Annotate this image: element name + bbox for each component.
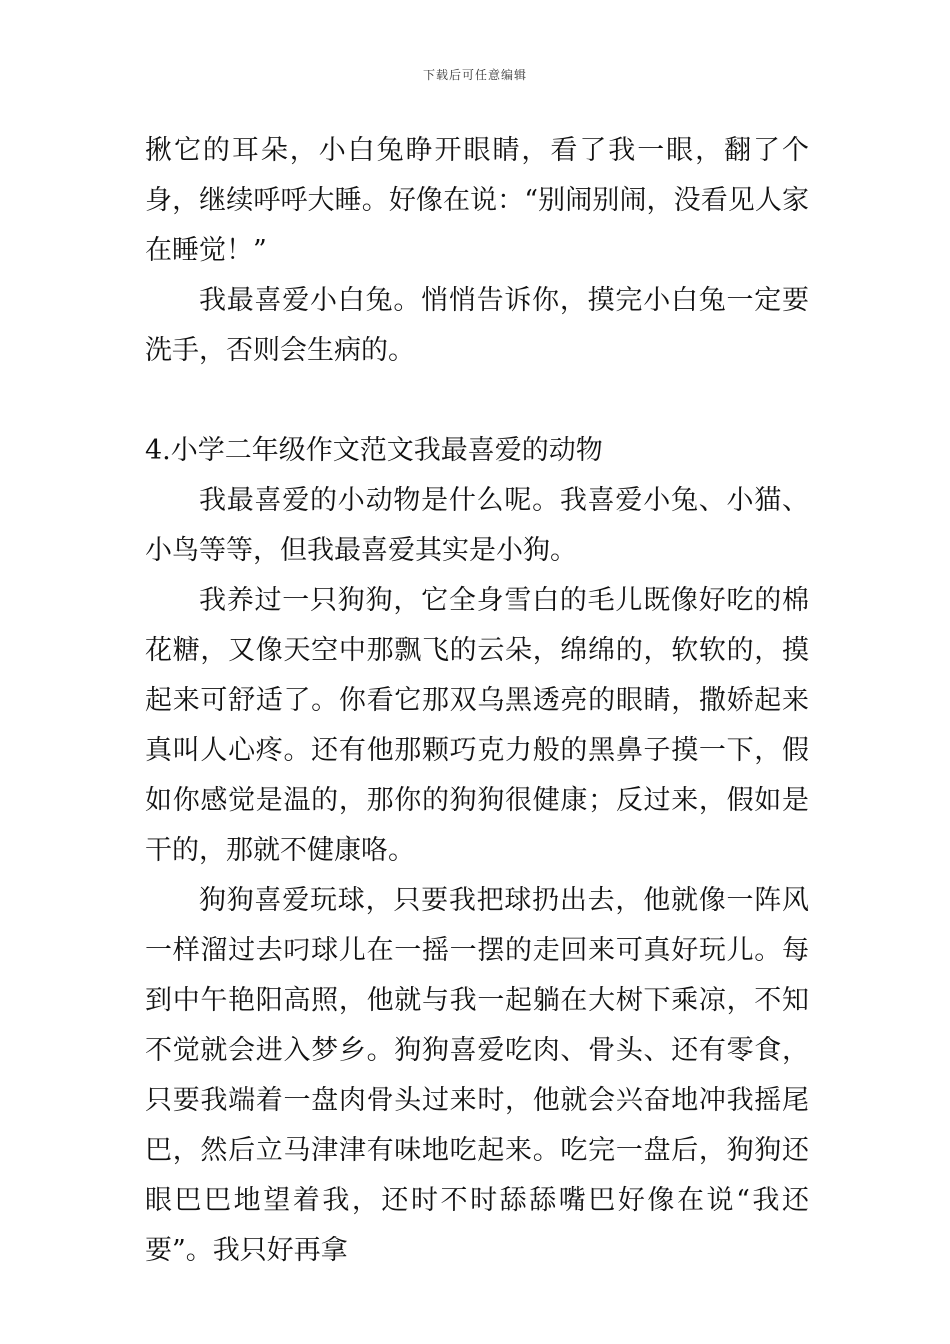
paragraph: 我养过一只狗狗，它全身雪白的毛儿既像好吃的棉花糖，又像天空中那飘飞的云朵，绵绵的，软软的，摸起来可舒适了。你看它那双乌黑透亮的眼睛，撒娇起来真叫人心疼。还有他那颗巧克力般的黑鼻子摸一下，假如你感觉是温的，那你的狗狗很健康；反过来，假如是干的，那就不健康咯。	[145, 585, 809, 866]
paragraph-spacer	[145, 376, 809, 426]
page-header: 下载后可任意编辑	[422, 68, 527, 82]
paragraph: 狗狗喜爱玩球，只要我把球扔出去，他就像一阵风一样溜过去叼球儿在一摇一摆的走回来可真好玩儿。每到中午艳阳高照，他就与我一起躺在大树下乘凉，不知不觉就会进入梦乡。狗狗喜爱吃肉、骨头、还有零食，只要我端着一盘肉骨头过来时，他就会兴奋地冲我摇尾巴，然后立马津津有味地吃起来。吃完一盘后，狗狗还眼巴巴地望着我，还时不时舔舔嘴巴好像在说“我还要”。我只好再拿	[145, 885, 809, 1266]
paragraph: 我最喜爱小白兔。悄悄告诉你，摸完小白兔一定要洗手，否则会生病的。	[145, 285, 809, 366]
paragraph: 我最喜爱的小动物是什么呢。我喜爱小兔、小猫、小鸟等等，但我最喜爱其实是小狗。	[145, 485, 809, 566]
paragraph-continuation: 揪它的耳朵，小白兔睁开眼睛，看了我一眼，翻了个身，继续呼呼大睡。好像在说：“别闹别闹，没看见人家在睡觉！”	[145, 135, 809, 266]
document-body	[145, 126, 809, 1276]
section-heading: 4.小学二年级作文范文我最喜爱的动物	[145, 435, 603, 466]
